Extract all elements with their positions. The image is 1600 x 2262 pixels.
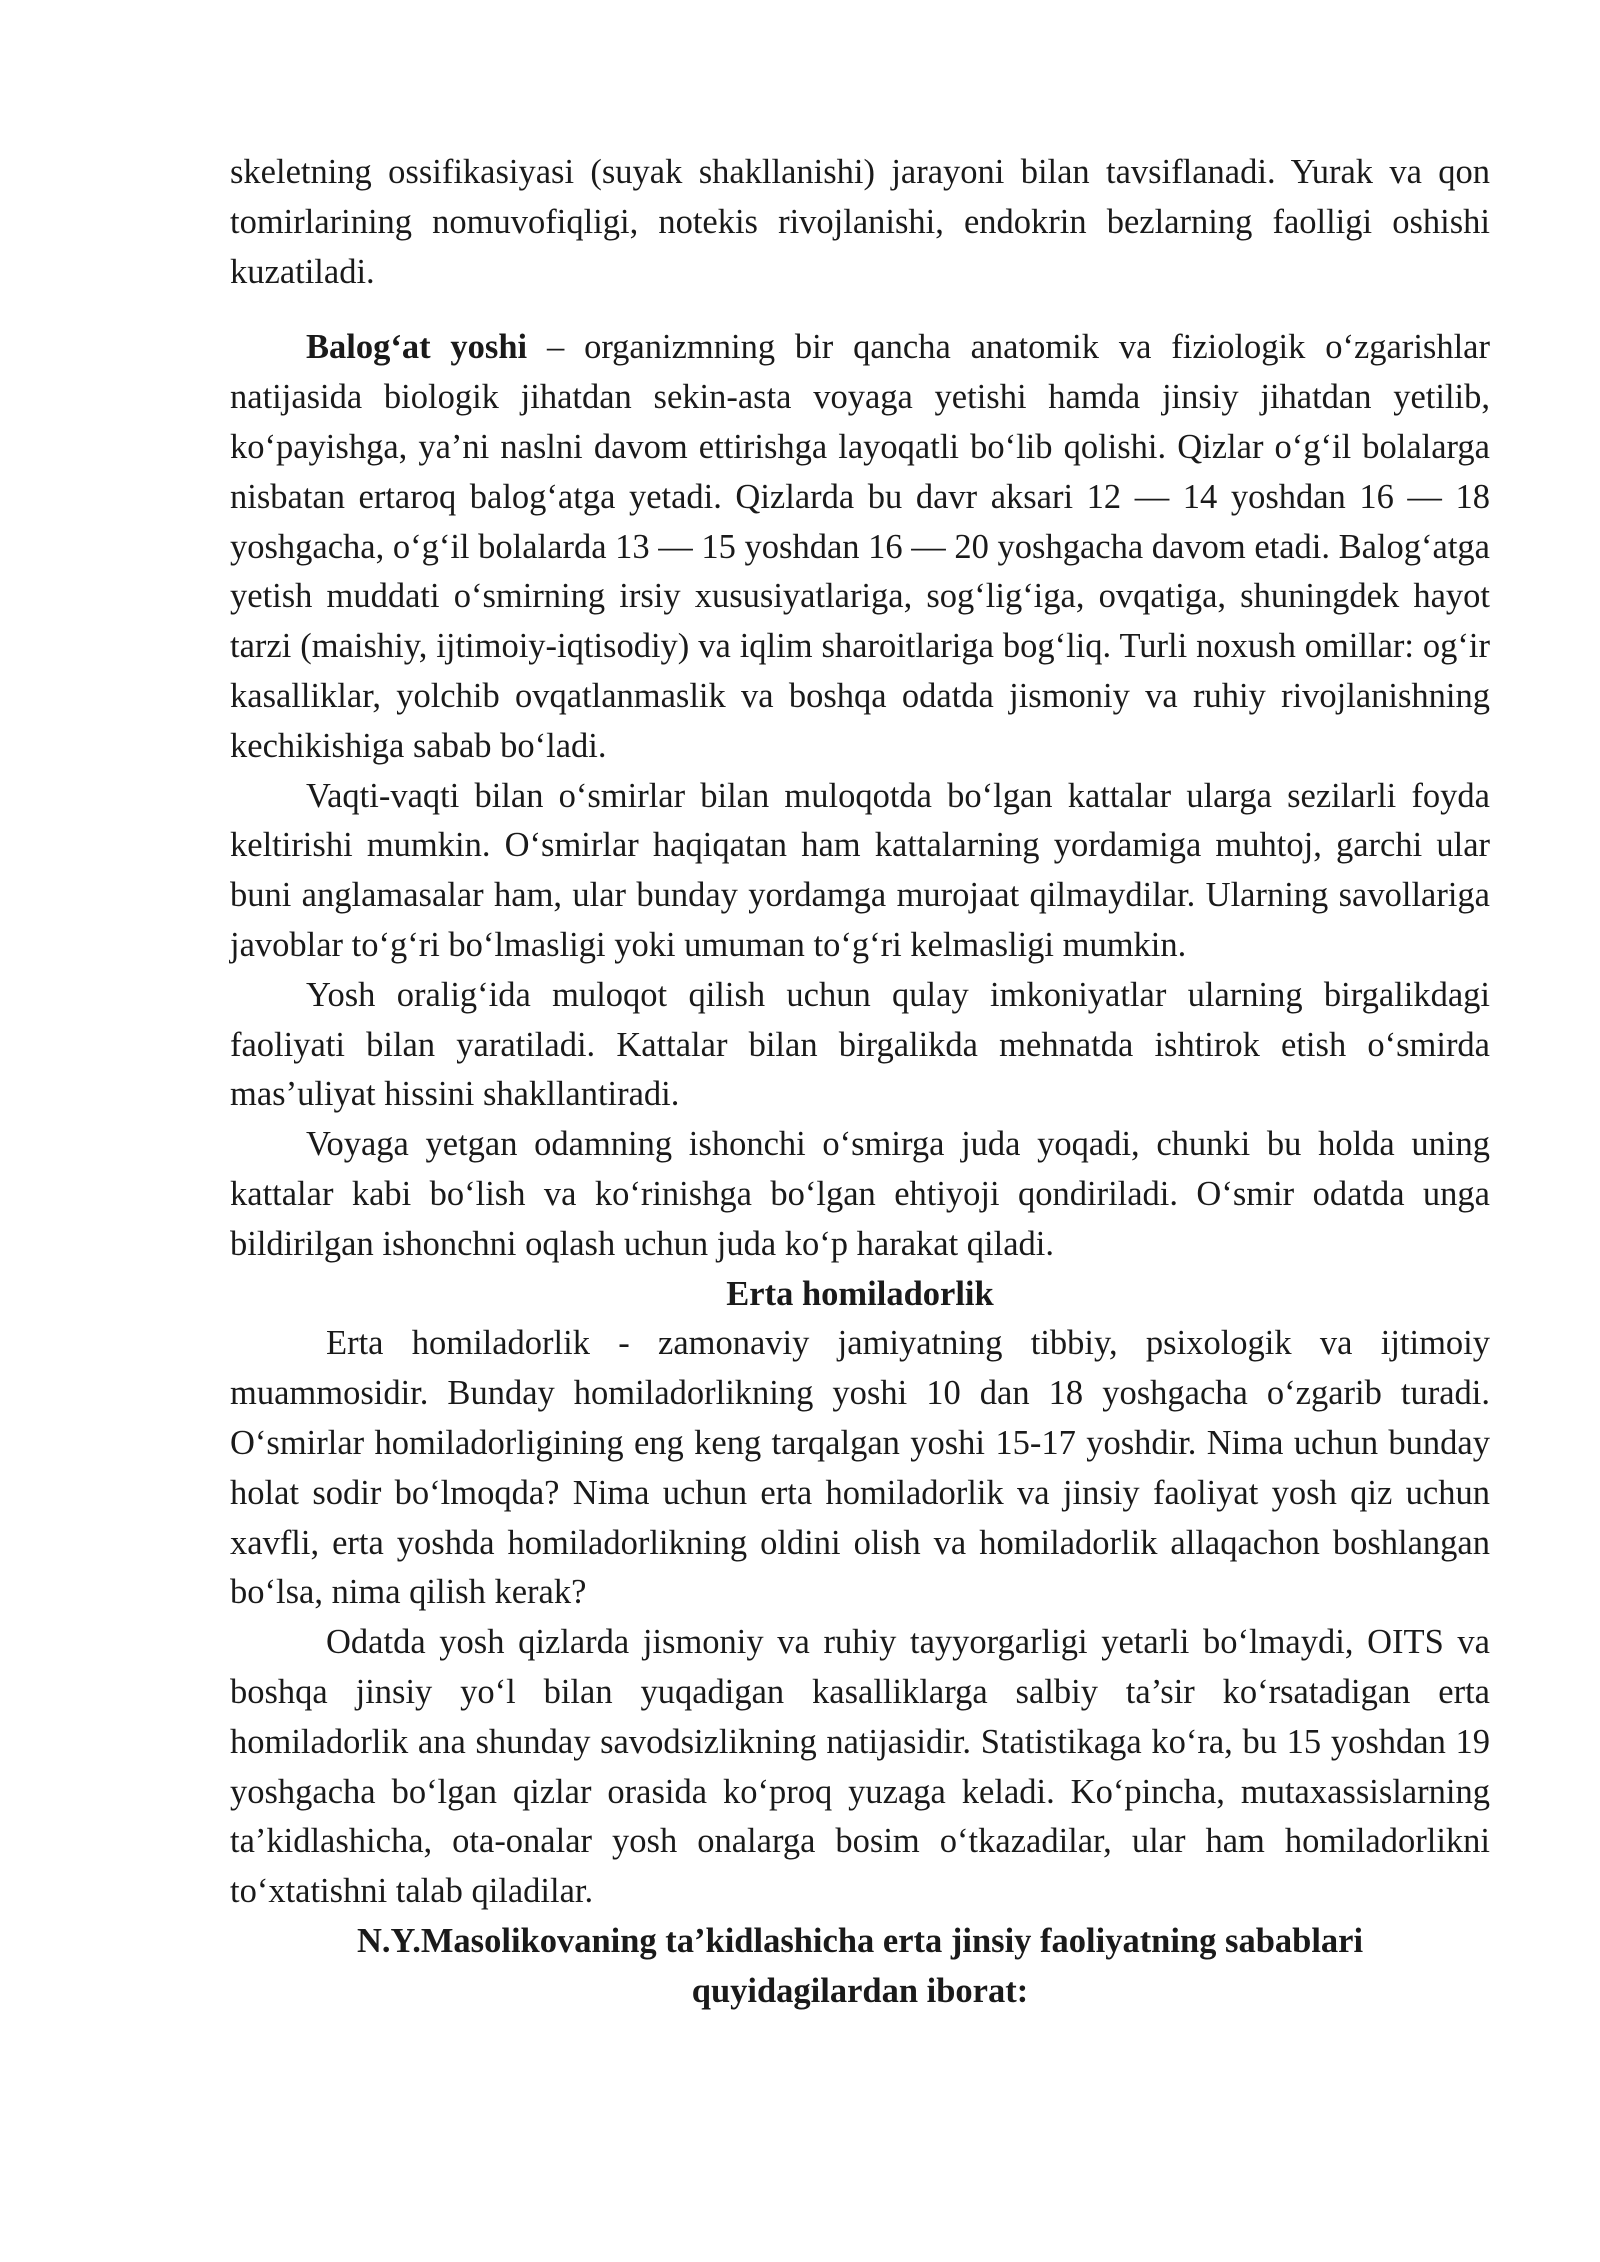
heading-reasons bbox=[230, 1917, 1490, 2017]
paragraph-joint-activity: Yosh oralig‘ida muloqot qilish uchun qulay imkoniyatlar ularning birgalikdagi faoliyati bilan yaratiladi. Kattalar bilan birgalikda mehnatda ishtirok etish o‘smirda mas’uliyat hissini shakllantiradi. bbox=[230, 975, 1490, 1114]
term-puberty: Balog‘at yoshi bbox=[306, 328, 528, 367]
paragraph-communication: Vaqti-vaqti bilan o‘smirlar bilan muloqotda bo‘lgan kattalar ularga sezilarli foyda keltirishi mumkin. O‘smirlar haqiqatan ham kattalarning yordamiga muhtoj, garchi ular buni anglamasalar ham, ular bunday yordamga murojaat qilmaydilar. Ularning savollariga javoblar to‘g‘ri bo‘lmasligi yoki umuman to‘g‘ri kelmasligi mumkin. bbox=[230, 776, 1490, 964]
paragraph-ossification: skeletning ossifikasiyasi (suyak shakllanishi) jarayoni bilan tavsiflanadi. Yurak va qon tomirlarining nomuvofiqligi, notekis rivojlanishi, endokrin bezlarning faolligi oshishi kuzatiladi. bbox=[230, 153, 1490, 291]
heading-reasons-line2: quyidagilardan iborat: bbox=[691, 1971, 1029, 2010]
heading-early-pregnancy: Erta homiladorlik bbox=[726, 1274, 994, 1313]
paragraph-puberty bbox=[230, 323, 1490, 771]
paragraph-early-pregnancy-intro: Erta homiladorlik - zamonaviy jamiyatning tibbiy, psixologik va ijtimoiy muammosidir. Bunday homiladorlikning yoshi 10 dan 18 yoshgacha o‘zgarib turadi. O‘smirlar homiladorligining eng keng tarqalgan yoshi 15-17 yoshdir. Nima uchun bunday holat sodir bo‘lmoqda? Nima uchun erta homiladorlik va jinsiy faoliyat yosh qiz uchun xavfli, erta yoshda homiladorlikning oldini olish va homiladorlik allaqachon boshlangan bo‘lsa, nima qilish kerak? bbox=[230, 1324, 1490, 1612]
paragraph-trust: Voyaga yetgan odamning ishonchi o‘smirga juda yoqadi, chunki bu holda uning kattalar kabi bo‘lish va ko‘rinishga bo‘lgan ehtiyoji qondiriladi. O‘smir odatda unga bildirilgan ishonchni oqlash uchun juda ko‘p harakat qiladi. bbox=[230, 1125, 1490, 1263]
document-page bbox=[230, 148, 1490, 2016]
heading-reasons-line1: N.Y.Masolikovaning ta’kidlashicha erta jinsiy faoliyatning sabablari bbox=[356, 1921, 1364, 1960]
paragraph-early-pregnancy-causes: Odatda yosh qizlarda jismoniy va ruhiy tayyorgarligi yetarli bo‘lmaydi, OITS va boshqa jinsiy yo‘l bilan yuqadigan kasalliklarga salbiy ta’sir ko‘rsatadigan erta homiladorlik ana shunday savodsizlikning natijasidir. Statistikaga ko‘ra, bu 15 yoshdan 19 yoshgacha bo‘lgan qizlar orasida ko‘proq yuzaga keladi. Ko‘pincha, mutaxassislarning ta’kidlashicha, ota-onalar yosh onalarga bosim o‘tkazadilar, ular ham homiladorlikni to‘xtatishni talab qiladilar. bbox=[230, 1623, 1490, 1911]
paragraph-puberty-text: – organizmning bir qancha anatomik va fiziologik o‘zgarishlar natijasida biologik jihatdan sekin-asta voyaga yetishi hamda jinsiy jihatdan yetilib, ko‘payishga, ya’ni naslni davom ettirishga layoqatli bo‘lib qolishi. Qizlar o‘g‘il bolalarga nisbatan ertaroq balog‘atga yetadi. Qizlarda bu davr aksari 12 — 14 yoshdan 16 — 18 yoshgacha, o‘g‘il bolalarda 13 — 15 yoshdan 16 — 20 yoshgacha davom etadi. Balog‘atga yetish muddati o‘smirning irsiy xususiyatlariga, sog‘lig‘iga, ovqatiga, shuningdek hayot tarzi (maishiy, ijtimoiy-iqtisodiy) va iqlim sharoitlariga bog‘liq. Turli noxush omillar: og‘ir kasalliklar, yolchib ovqatlanmaslik va boshqa odatda jismoniy va ruhiy rivojlanishning kechikishiga sabab bo‘ladi. bbox=[230, 328, 1490, 765]
